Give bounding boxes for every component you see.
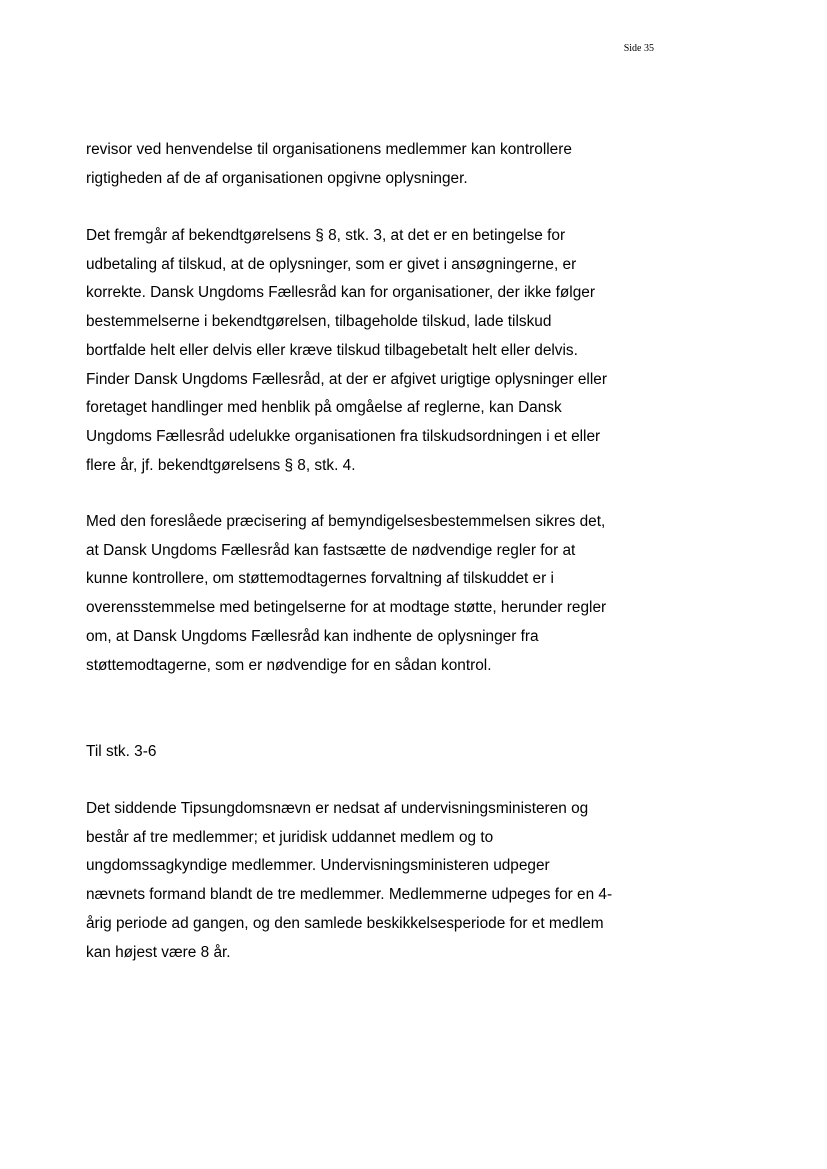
paragraph-tipsungdomsnaevn <box>86 795 686 967</box>
text-line: kunne kontrollere, om støttemodtagernes forvaltning af tilskuddet er i <box>86 570 554 588</box>
text-line: ungdomssagkyndige medlemmer. Undervisningsministeren udpeger <box>86 857 550 875</box>
page-number: Side 35 <box>623 43 654 54</box>
text-line: Ungdoms Fællesråd udelukke organisationen fra tilskudsordningen i et eller <box>86 427 601 445</box>
text-line: Med den foreslåede præcisering af bemyndigelsesbestemmelsen sikres det, <box>86 513 606 530</box>
text-line: Det fremgår af bekendtgørelsens § 8, stk. 3, at det er en betingelse for <box>86 227 566 244</box>
text-line: rigtigheden af de af organisationen opgivne oplysninger. <box>86 169 468 187</box>
text-line: flere år, jf. bekendtgørelsens § 8, stk. 4. <box>86 456 356 474</box>
text-line: Finder Dansk Ungdoms Fællesråd, at der er afgivet urigtige oplysninger eller <box>86 370 607 388</box>
text-line: nævnets formand blandt de tre medlemmer. Medlemmerne udpeges for en 4- <box>86 886 613 904</box>
text-line: består af tre medlemmer; et juridisk uddannet medlem og to <box>86 828 494 846</box>
text-line: kan højest være 8 år. <box>86 943 231 961</box>
paragraph-revisor-kontrol <box>86 136 686 193</box>
paragraph-praecisering <box>86 508 686 680</box>
text-line: bortfalde helt eller delvis eller kræve tilskud tilbagebetalt helt eller delvis. <box>86 341 578 359</box>
text-line: støttemodtagerne, som er nødvendige for en sådan kontrol. <box>86 656 492 674</box>
paragraph-betingelse-tilskud <box>86 222 686 480</box>
text-line: at Dansk Ungdoms Fællesråd kan fastsætte de nødvendige regler for at <box>86 541 576 559</box>
section-heading-text: Til stk. 3-6 <box>86 743 157 760</box>
text-line: Det siddende Tipsungdomsnævn er nedsat af undervisningsministeren og <box>86 800 589 817</box>
text-line: om, at Dansk Ungdoms Fællesråd kan indhente de oplysninger fra <box>86 627 539 645</box>
section-heading <box>86 738 686 767</box>
text-line: foretaget handlinger med henblik på omgåelse af reglerne, kan Dansk <box>86 399 562 417</box>
text-line: revisor ved henvendelse til organisationens medlemmer kan kontrollere <box>86 141 572 158</box>
text-line: overensstemmelse med betingelserne for at modtage støtte, herunder regler <box>86 599 607 617</box>
text-line: bestemmelserne i bekendtgørelsen, tilbageholde tilskud, lade tilskud <box>86 313 552 331</box>
text-line: årig periode ad gangen, og den samlede beskikkelsesperiode for et medlem <box>86 914 604 932</box>
text-line: udbetaling af tilskud, at de oplysninger, som er givet i ansøgningerne, er <box>86 255 577 273</box>
text-line: korrekte. Dansk Ungdoms Fællesråd kan for organisationer, der ikke følger <box>86 284 595 302</box>
